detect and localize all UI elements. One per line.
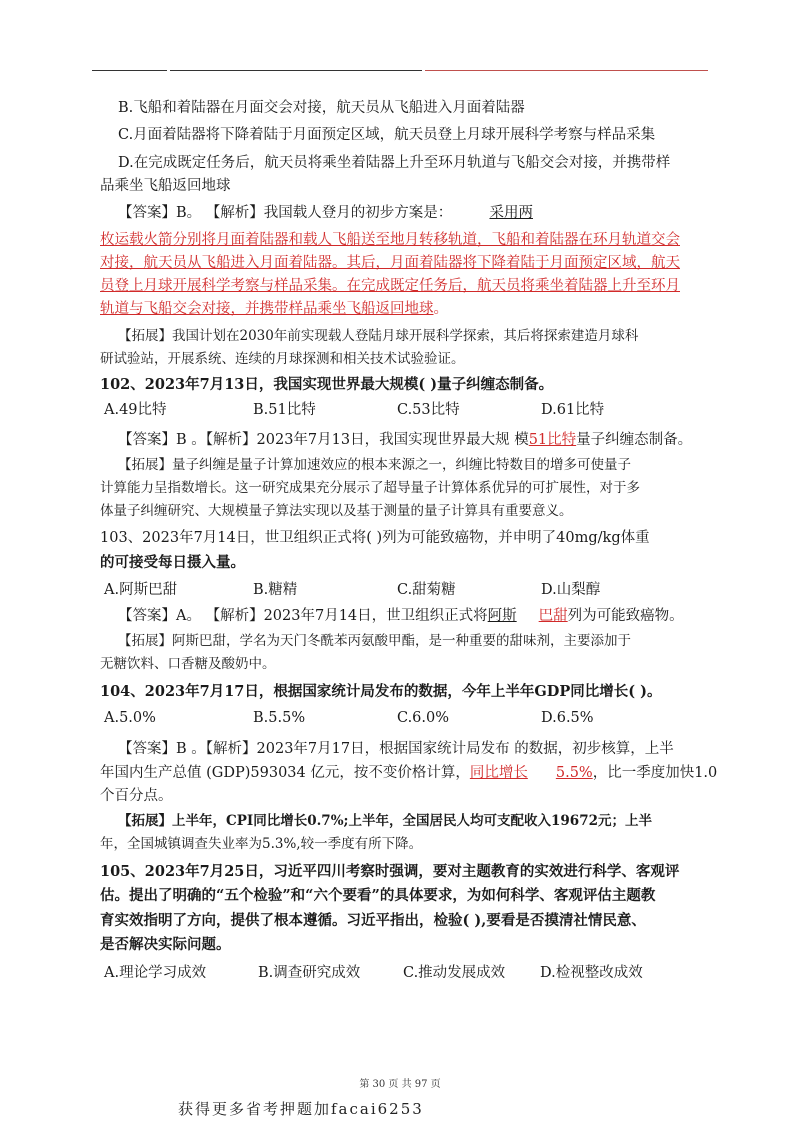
q105-option-c: C.推动发展成效 bbox=[403, 965, 506, 981]
answer-101-underlined: 采用两 bbox=[489, 205, 533, 221]
extension-103-line2: 无糖饮料、口香糖及酸奶中。 bbox=[100, 656, 276, 672]
q102-option-a: A.49比特 bbox=[104, 402, 167, 418]
q104-option-c: C.6.0% bbox=[397, 710, 450, 726]
answer-101-red-line4 bbox=[100, 297, 720, 321]
q104-option-d: D.6.5% bbox=[541, 710, 594, 726]
answer-103-a: 【答案】A。 【解析】2023年7月14日，世卫组织正式将 bbox=[118, 608, 488, 624]
question-105-stem-line2: 估。提出了明确的“五个检验”和“六个要看”的具体要求，为如何科学、客观评估主题教 bbox=[100, 887, 656, 904]
option-c: C.月面着陆器将下降着陆于月面预定区域，航天员登上月球开展科学考察与样品采集 bbox=[118, 127, 656, 143]
answer-104-line2-a: 年国内生产总值 (GDP)593034 亿元，按不变价格计算， bbox=[100, 765, 470, 781]
question-105-stem-line1: 105、2023年7月25日，习近平四川考察时强调，要对主题教育的实效进行科学、客观评 bbox=[100, 863, 680, 880]
q102-option-d: D.61比特 bbox=[541, 402, 605, 418]
answer-104-line2 bbox=[100, 761, 720, 785]
question-105-stem-line4: 是否解决实际问题。 bbox=[100, 936, 231, 953]
extension-104-line2: 年，全国城镇调查失业率为5.3%,较一季度有所下降。 bbox=[100, 836, 423, 852]
answer-101-red-line2: 对接，航天员从飞船进入月面着陆器。其后，月面着陆器将下降着陆于月面预定区域，航天 bbox=[100, 255, 680, 271]
promo-text: 获得更多省考押题加facai6253 bbox=[178, 1100, 424, 1118]
q102-option-c: C.53比特 bbox=[397, 402, 460, 418]
q105-option-b: B.调查研究成效 bbox=[258, 965, 361, 981]
answer-102 bbox=[118, 428, 738, 452]
answer-104-line1: 【答案】B 。【解析】2023年7月17日，根据国家统计局发布 的数据，初步核算，上半 bbox=[118, 741, 674, 757]
answer-103-underlined: 阿斯 bbox=[487, 608, 517, 624]
q104-option-b: B.5.5% bbox=[253, 710, 306, 726]
extension-103-line1: 【拓展】阿斯巴甜，学名为天门冬酰苯丙氨酸甲酯，是一种重要的甜味剂，主要添加于 bbox=[118, 633, 631, 649]
answer-103 bbox=[118, 604, 738, 628]
answer-102-b: 量子纠缠态制备。 bbox=[576, 432, 693, 448]
extension-101-line1: 【拓展】我国计划在2030年前实现载人登陆月球开展科学探索，其后将探索建造月球科 bbox=[118, 328, 639, 344]
q103-option-d: D.山梨醇 bbox=[541, 582, 601, 598]
extension-104-line1: 【拓展】上半年，CPI同比增长0.7%;上半年，全国居民人均可支配收入19672元；上半 bbox=[118, 813, 652, 829]
q102-option-b: B.51比特 bbox=[253, 402, 316, 418]
answer-101-red-line1: 枚运载火箭分别将月面着陆器和载人飞船送至地月转移轨道，飞船和着陆器在环月轨道交会 bbox=[100, 232, 680, 248]
answer-102-a: 【答案】B 。【解析】2023年7月13日，我国实现世界最大规 模 bbox=[118, 432, 529, 448]
q104-option-a: A.5.0% bbox=[104, 710, 156, 726]
answer-104-line2-b: ，比一季度加快1.0 bbox=[592, 765, 718, 781]
answer-103-red: 巴甜 bbox=[538, 608, 568, 624]
q103-option-b: B.糖精 bbox=[253, 582, 298, 598]
extension-102-line1: 【拓展】量子纠缠是量子计算加速效应的根本来源之一，纠缠比特数目的增多可使量子 bbox=[118, 457, 631, 473]
answer-101-line1 bbox=[118, 201, 738, 225]
question-102-stem: 102、2023年7月13日，我国实现世界最大规模( )量子纠缠态制备。 bbox=[100, 376, 554, 393]
answer-104-red1: 同比增长 bbox=[469, 765, 528, 781]
question-103-stem-line1: 103、2023年7月14日，世卫组织正式将( )列为可能致癌物，并申明了40mg/kg体重 bbox=[100, 530, 650, 546]
answer-101-end: 。 bbox=[433, 301, 448, 317]
extension-101-line2: 研试验站，开展系统、连续的月球探测和相关技术试验验证。 bbox=[100, 351, 465, 367]
page-number: 第 30 页 共 97 页 bbox=[359, 1079, 441, 1090]
option-d-line1: D.在完成既定任务后，航天员将乘坐着陆器上升至环月轨道与飞船交会对接，并携带样 bbox=[118, 155, 671, 171]
option-b: B.飞船和着陆器在月面交会对接，航天员从飞船进入月面着陆器 bbox=[118, 100, 525, 116]
answer-101-red-line3: 员登上月球开展科学考察与样品采集。在完成既定任务后，航天员将乘坐着陆器上升至环月 bbox=[100, 278, 680, 294]
answer-104-red2: 5.5% bbox=[555, 765, 593, 781]
answer-102-red: 51比特 bbox=[528, 432, 577, 448]
q103-option-c: C.甜菊糖 bbox=[397, 582, 456, 598]
question-104-stem: 104、2023年7月17日，根据国家统计局发布的数据，今年上半年GDP同比增长( )。 bbox=[100, 683, 662, 700]
question-103-stem-line2: 的可接受每日摄入量。 bbox=[100, 554, 245, 571]
answer-101-red-text: 轨道与飞船交会对接，并携带样品乘坐飞船返回地球 bbox=[100, 301, 434, 317]
extension-102-line3: 体量子纠缠研究、大规模量子算法实现以及基于测量的量子计算具有重要意义。 bbox=[100, 503, 573, 519]
answer-103-b: 列为可能致癌物。 bbox=[567, 608, 684, 624]
option-d-line2: 品乘坐飞船返回地球 bbox=[100, 178, 231, 194]
answer-101-prefix: 【答案】B。 【解析】我国载人登月的初步方案是： bbox=[118, 205, 453, 221]
q105-option-a: A.理论学习成效 bbox=[104, 965, 207, 981]
q103-option-a: A.阿斯巴甜 bbox=[104, 582, 178, 598]
q105-option-d: D.检视整改成效 bbox=[540, 965, 643, 981]
answer-104-line3: 个百分点。 bbox=[100, 788, 173, 804]
extension-102-line2: 计算能力呈指数增长。这一研究成果充分展示了超导量子计算体系优异的可扩展性，对于多 bbox=[100, 480, 640, 496]
question-105-stem-line3: 育实效指明了方向，提供了根本遵循。习近平指出，检验( ),要看是否摸清社情民意、 bbox=[100, 912, 646, 929]
